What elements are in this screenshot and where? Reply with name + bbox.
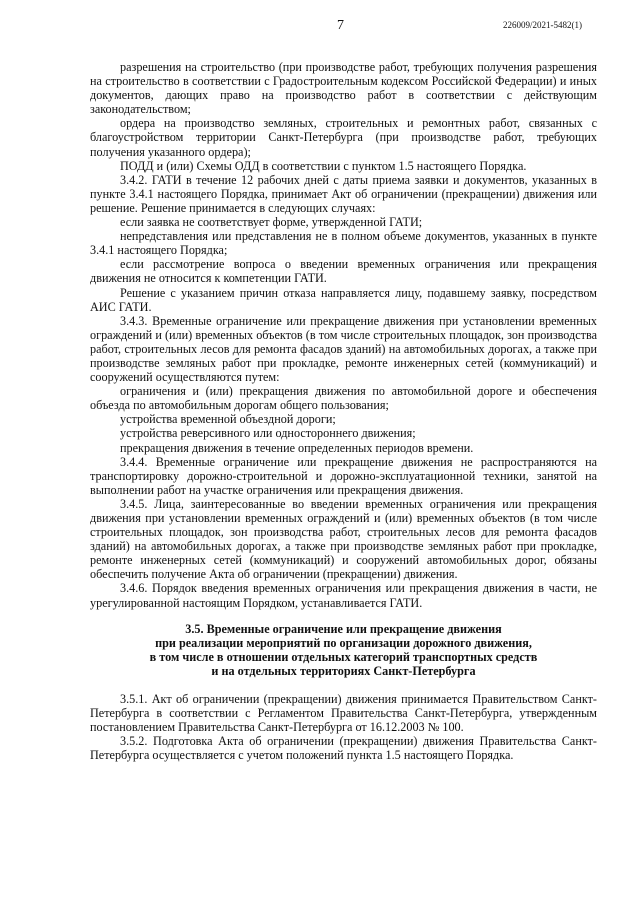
document-body [90, 60, 597, 763]
paragraph: 3.5.1. Акт об ограничении (прекращении) движения принимается Правительством Санкт-Петербурга в соответствии с Регламентом Правительства Санкт-Петербурга, утвержденным постановлением Правительства Санкт-Петербурга от 16.12.2003 № 100. [90, 692, 597, 735]
paragraph: если рассмотрение вопроса о введении временных ограничения или прекращения движения не относится к компетенции ГАТИ. [90, 257, 597, 286]
page-number: 7 [337, 18, 344, 33]
paragraph: 3.4.4. Временные ограничение или прекращение движения не распространяются на транспортировку дорожно-строительной и дорожно-эксплуатационной техники, занятой на выполнении работ на участке ограничения или прекращения движения. [90, 454, 597, 497]
paragraph: разрешения на строительство (при производстве работ, требующих получения разрешения на строительство в соответствии с Градостроительным кодексом Российской Федерации) и иных документов, дающих право на производство работ в соответствии с действующим законодательством; [90, 60, 597, 117]
paragraph: 3.4.5. Лица, заинтересованные во введении временных ограничения или прекращения движения при установлении временных ограждений и (или) временных объектов (в том числе строительных площадок, зон производства работ, строительных лесов для ремонта фасадов зданий) на автомобильных дорогах, а также при производстве земляных работ при прокладке, ремонте инженерных сетей (коммуникаций) и сооружений автомобильных дорог, обязаны обеспечить получение Акта об ограничении (прекращении) движения. [90, 496, 597, 582]
paragraph: если заявка не соответствует форме, утвержденной ГАТИ; [120, 215, 423, 230]
paragraph: непредставления или представления не в полном объеме документов, указанных в пункте 3.4.1 настоящего Порядка; [90, 229, 597, 258]
paragraph: ордера на производство земляных, строительных и ремонтных работ, связанных с благоустройством территории Санкт-Петербурга (при производстве работ, требующих получения указанного ордера); [90, 116, 597, 159]
paragraph: 3.4.3. Временные ограничение или прекращение движения при установлении временных ограждений и (или) временных объектов (в том числе строительных площадок, зон производства работ, строительных лесов для ремонта фасадов зданий) на автомобильных дорогах, а также при производстве земляных работ при прокладке, ремонте инженерных сетей (коммуникаций) и сооружений осуществляются путем: [90, 313, 597, 385]
heading-line: и на отдельных территориях Санкт-Петербурга [211, 663, 476, 678]
paragraph: 3.4.2. ГАТИ в течение 12 рабочих дней с даты приема заявки и документов, указанных в пункте 3.4.1 настоящего Порядка, принимает Акт об ограничении (прекращении) движения или решение. Решение принимается в следующих случаях: [90, 172, 597, 215]
paragraph: ограничения и (или) прекращения движения по автомобильной дороге и обеспечения объезда по автомобильным дорогам общего пользования; [90, 384, 597, 413]
heading-line: 3.5. Временные ограничение или прекращение движения [185, 621, 502, 636]
paragraph: 3.5.2. Подготовка Акта об ограничении (прекращении) движения Правительства Санкт-Петербурга осуществляется с учетом положений пункта 1.5 настоящего Порядка. [90, 734, 597, 763]
paragraph: прекращения движения в течение определенных периодов времени. [120, 440, 474, 455]
paragraph: 3.4.6. Порядок введения временных ограничения или прекращения движения в части, не урегулированной настоящим Порядком, устанавливается ГАТИ. [90, 581, 597, 610]
heading-line: в том числе в отношении отдельных категорий транспортных средств [149, 649, 538, 664]
document-id: 226009/2021-5482(1) [503, 20, 582, 30]
heading-line: при реализации мероприятий по организации дорожного движения, [155, 635, 532, 650]
paragraph: ПОДД и (или) Схемы ОДД в соответствии с пунктом 1.5 настоящего Порядка. [120, 158, 527, 173]
paragraph: устройства реверсивного или одностороннего движения; [120, 426, 416, 441]
paragraph: устройства временной объездной дороги; [120, 412, 336, 427]
section-heading [90, 622, 597, 678]
paragraph: Решение с указанием причин отказа направляется лицу, подавшему заявку, посредством АИС ГАТИ. [90, 285, 597, 314]
